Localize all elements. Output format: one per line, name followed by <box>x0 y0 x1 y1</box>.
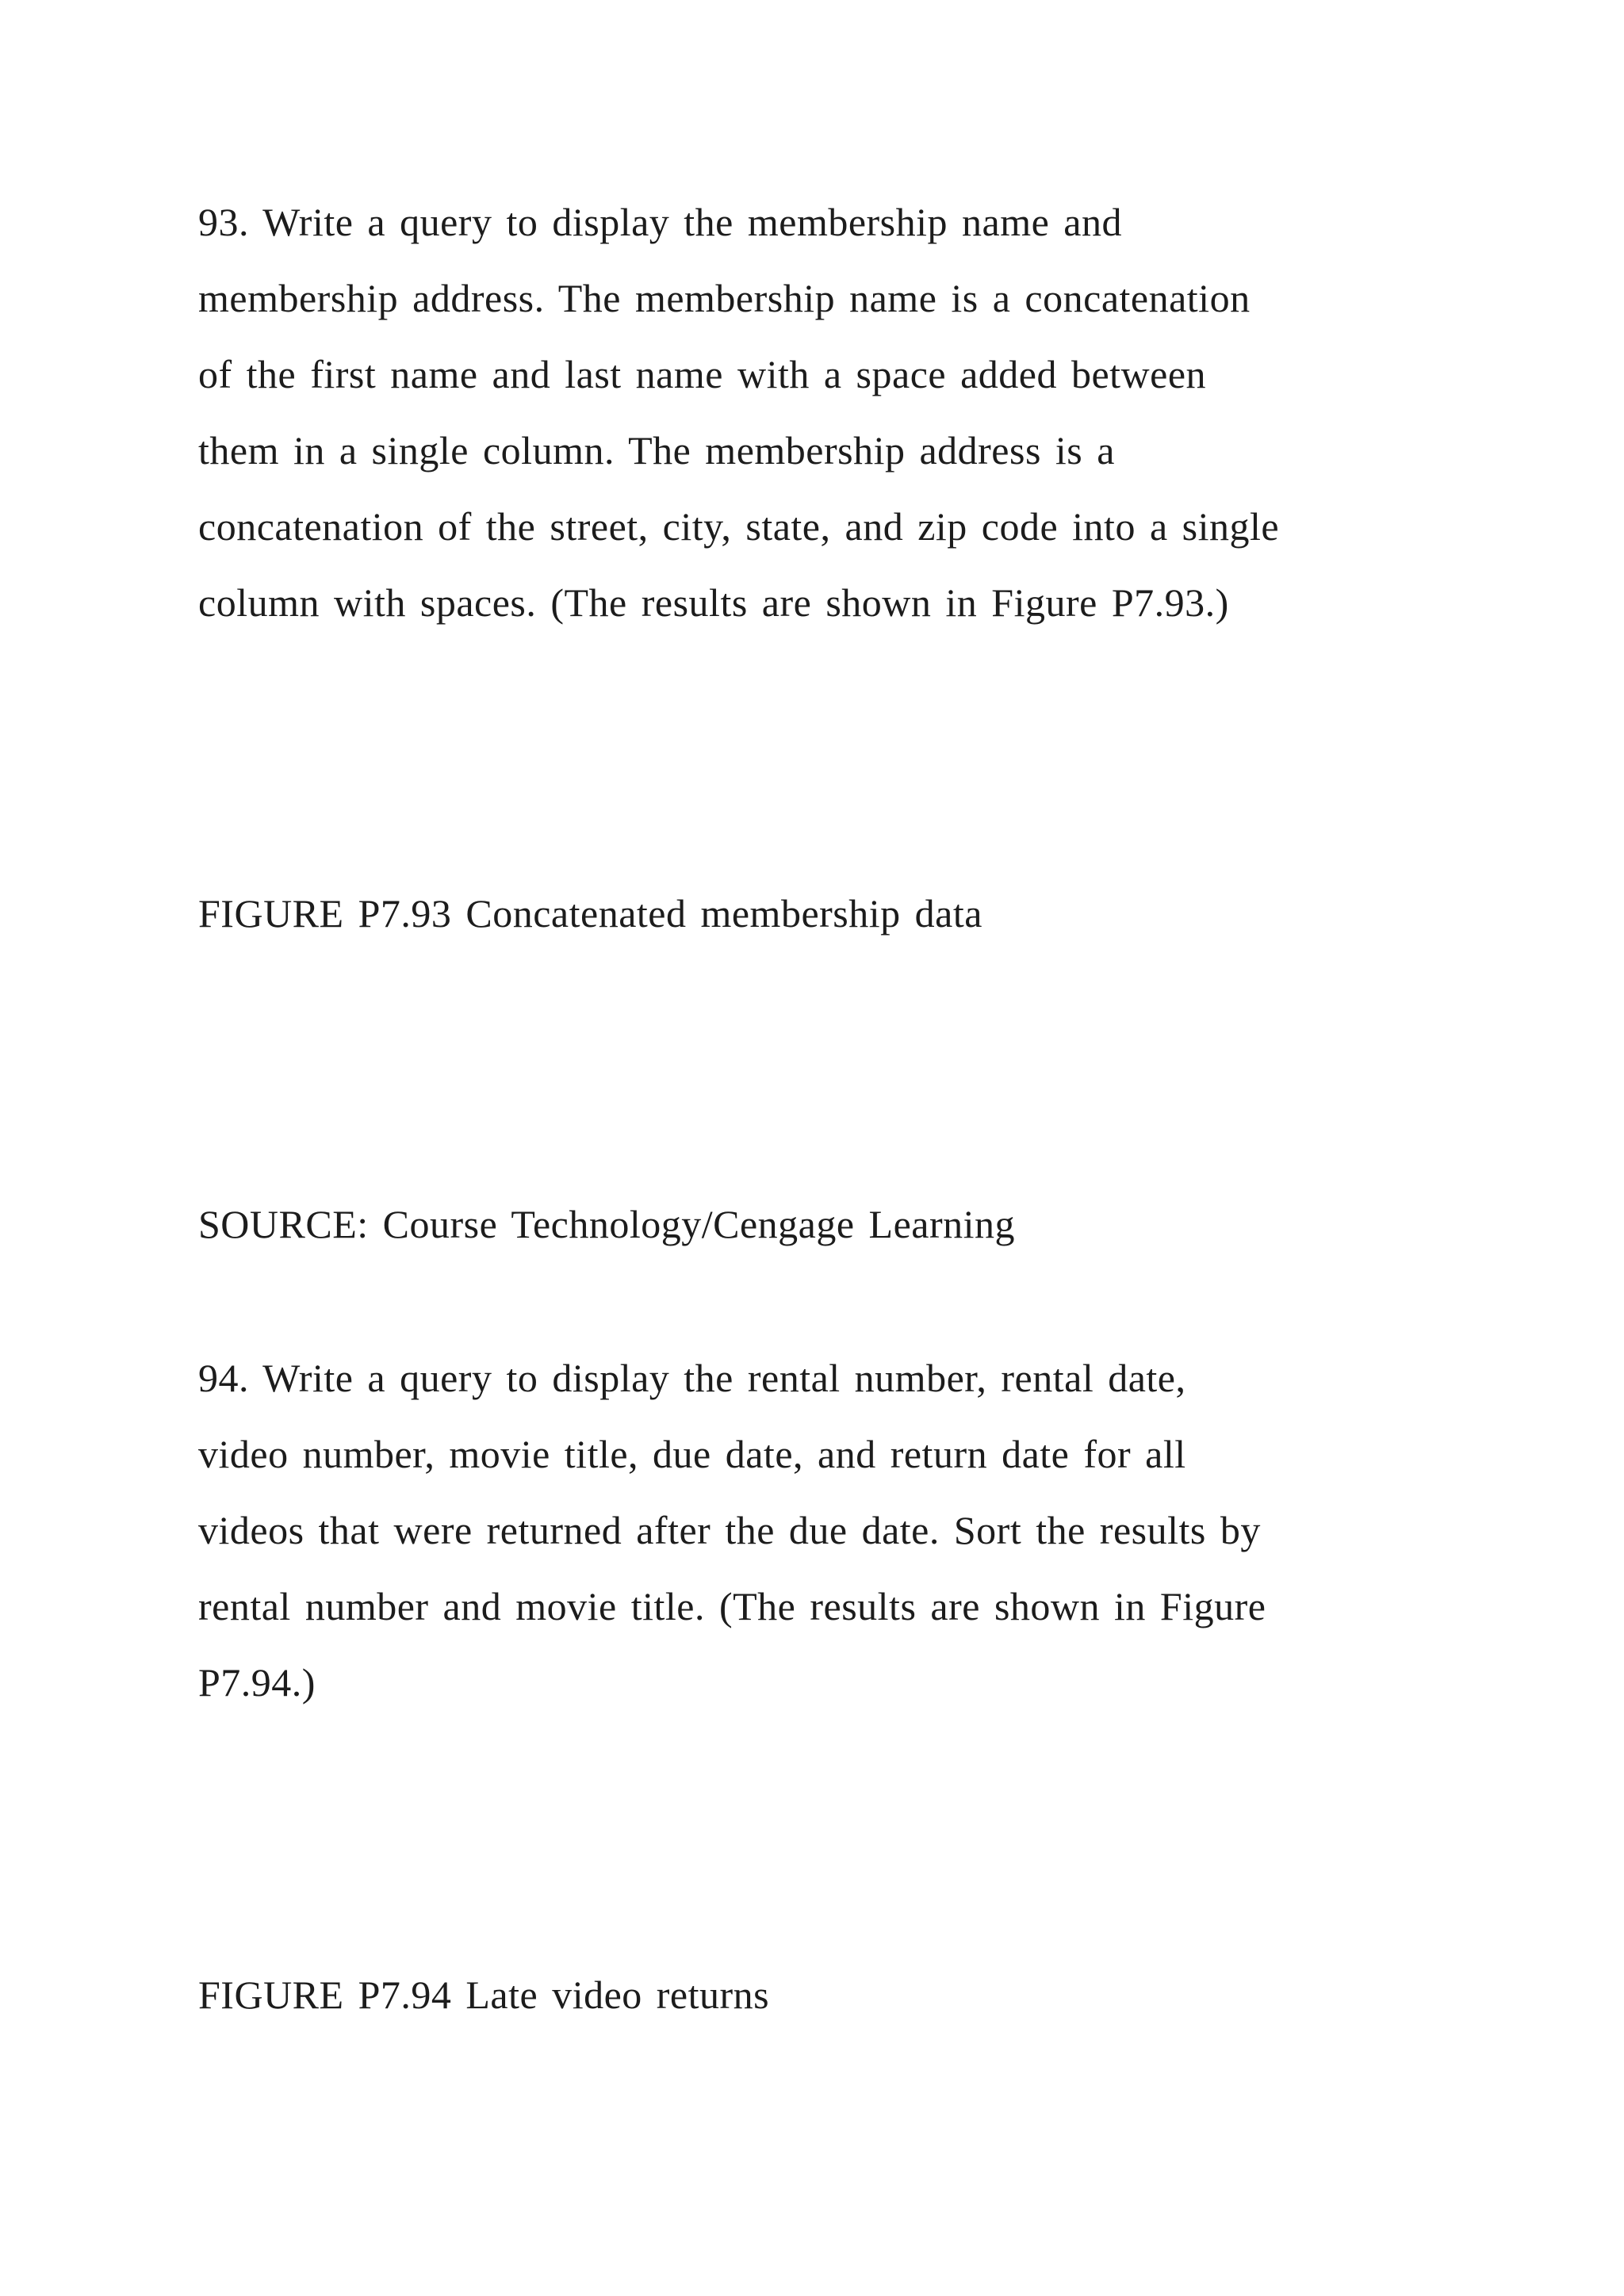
paragraph-line: 94. Write a query to display the rental number, rental date, <box>198 1356 1186 1400</box>
paragraph-line: of the first name and last name with a space added between <box>198 352 1207 396</box>
figure-p7-93-caption: FIGURE P7.93 Concatenated membership data <box>198 891 982 936</box>
paragraph-line: column with spaces. (The results are shown in Figure P7.93.) <box>198 580 1229 625</box>
question-93-paragraph <box>198 184 1483 641</box>
source-credit: SOURCE: Course Technology/Cengage Learning <box>198 1202 1016 1246</box>
paragraph-line: 93. Write a query to display the membership name and <box>198 200 1122 244</box>
paragraph-line: rental number and movie title. (The results are shown in Figure <box>198 1584 1266 1628</box>
paragraph-line: concatenation of the street, city, state, and zip code into a single <box>198 504 1280 549</box>
paragraph-line: them in a single column. The membership address is a <box>198 428 1115 473</box>
paragraph-line: videos that were returned after the due date. Sort the results by <box>198 1508 1261 1552</box>
paragraph-line: membership address. The membership name is a concatenation <box>198 276 1251 320</box>
figure-p7-94-caption: FIGURE P7.94 Late video returns <box>198 1973 770 2017</box>
paragraph-line: P7.94.) <box>198 1660 316 1705</box>
paragraph-line: video number, movie title, due date, and return date for all <box>198 1432 1186 1476</box>
question-94-paragraph <box>198 1340 1483 1720</box>
